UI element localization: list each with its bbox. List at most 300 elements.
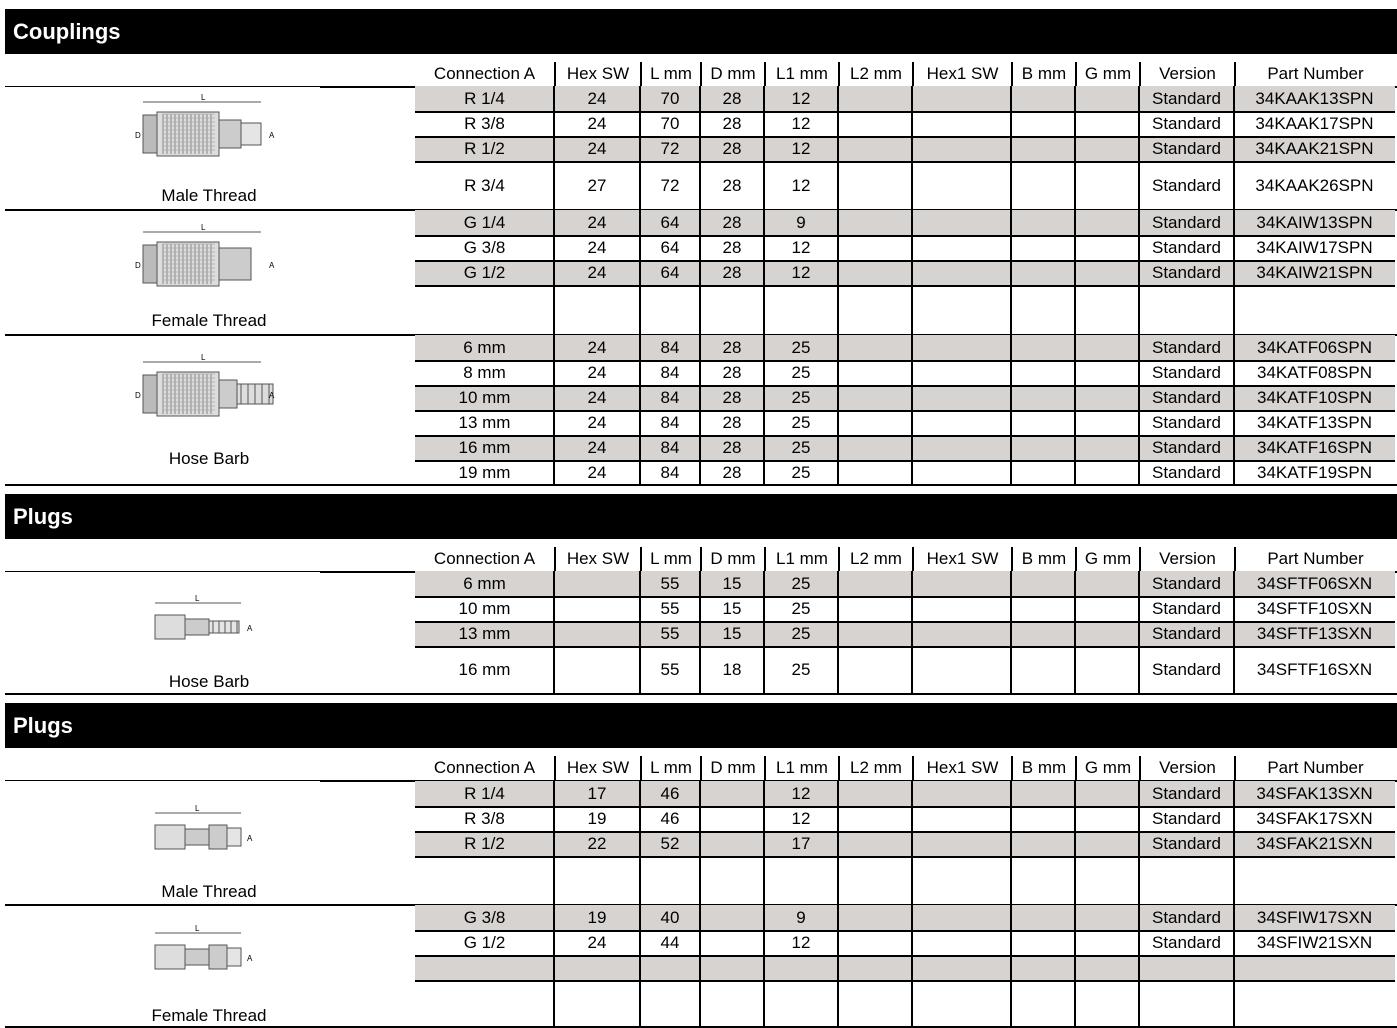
table-cell xyxy=(838,831,912,856)
table-cell: 24 xyxy=(587,363,607,382)
table-cell: G 3/8 xyxy=(463,238,506,257)
table-cell xyxy=(554,596,640,621)
table-cell xyxy=(1011,646,1075,694)
table-cell xyxy=(1011,460,1075,485)
header-underline xyxy=(5,86,100,87)
table-cell xyxy=(838,235,912,260)
table-cell: 84 xyxy=(660,413,680,432)
column-divider xyxy=(639,210,641,335)
column-divider xyxy=(1138,571,1140,694)
table-cell xyxy=(912,930,1011,955)
table-cell: 84 xyxy=(660,463,680,482)
column-divider xyxy=(639,781,641,905)
row-divider xyxy=(415,930,1395,932)
table-cell xyxy=(1234,856,1395,905)
table-cell: Standard xyxy=(1139,781,1234,806)
column-header: Hex SW xyxy=(554,547,640,571)
table-cell xyxy=(700,285,764,335)
column-header: L mm xyxy=(640,547,700,571)
table-cell: 27 xyxy=(587,176,607,195)
table-cell: 28 xyxy=(700,210,764,235)
table-cell: 55 xyxy=(660,599,680,618)
table-cell xyxy=(1075,856,1139,905)
table-cell: 34SFTF13SXN xyxy=(1234,621,1395,646)
table-cell: 84 xyxy=(640,335,700,360)
table-cell xyxy=(415,955,554,980)
table-cell: 24 xyxy=(587,114,607,133)
row-divider xyxy=(415,360,1395,362)
table-cell xyxy=(912,285,1011,335)
table-cell xyxy=(554,955,640,980)
table-cell xyxy=(1234,980,1395,1027)
table-cell xyxy=(912,111,1011,136)
svg-text:L: L xyxy=(201,223,206,232)
column-header: L2 mm xyxy=(838,62,912,86)
table-cell: Standard xyxy=(1139,621,1234,646)
table-cell xyxy=(838,410,912,435)
table-cell: Standard xyxy=(1152,463,1221,482)
table-cell: 34SFTF10SXN xyxy=(1256,599,1373,618)
table-cell: 6 mm xyxy=(415,335,554,360)
row-divider xyxy=(415,646,1395,648)
column-header: Connection A xyxy=(433,549,536,568)
table-cell xyxy=(912,360,1011,385)
table-cell: Standard xyxy=(1139,335,1234,360)
table-cell: Standard xyxy=(1139,260,1234,285)
column-header: Version xyxy=(1139,547,1234,571)
svg-text:A: A xyxy=(269,261,275,270)
table-cell xyxy=(912,781,1011,806)
table-cell: 24 xyxy=(554,335,640,360)
table-cell: 34KATF08SPN xyxy=(1257,363,1372,382)
table-cell xyxy=(700,955,764,980)
table-cell: G 3/8 xyxy=(415,905,554,930)
table-cell: 25 xyxy=(764,385,838,410)
table-cell xyxy=(1011,980,1075,1027)
table-cell xyxy=(1011,571,1075,596)
column-divider xyxy=(763,86,765,210)
table-cell: G 1/2 xyxy=(463,933,506,952)
table-cell: 46 xyxy=(660,809,680,828)
column-divider xyxy=(639,905,641,1027)
table-cell xyxy=(1075,435,1139,460)
table-cell: 25 xyxy=(791,463,811,482)
table-cell: Standard xyxy=(1139,210,1234,235)
table-cell: R 3/8 xyxy=(464,809,505,828)
table-cell xyxy=(554,646,640,694)
column-divider xyxy=(763,781,765,905)
table-cell xyxy=(1075,905,1139,930)
female-thread-coupling-icon xyxy=(135,220,285,300)
column-header: G mm xyxy=(1075,62,1139,86)
table-cell xyxy=(1075,955,1139,980)
table-cell: 15 xyxy=(722,599,742,618)
table-cell xyxy=(1011,360,1075,385)
column-divider xyxy=(1010,905,1012,1027)
table-cell xyxy=(1234,955,1395,980)
table-cell xyxy=(838,285,912,335)
table-cell: 72 xyxy=(660,176,680,195)
table-cell xyxy=(838,930,912,955)
table-cell xyxy=(640,980,700,1027)
column-header: L2 mm xyxy=(838,547,912,571)
table-cell xyxy=(1075,621,1139,646)
table-cell: Standard xyxy=(1139,435,1234,460)
table-cell: 12 xyxy=(791,114,811,133)
column-divider xyxy=(911,335,913,485)
table-cell: 12 xyxy=(791,176,811,195)
column-header: Hex SW xyxy=(554,756,640,780)
row-divider xyxy=(415,806,1395,808)
table-cell xyxy=(1075,646,1139,694)
table-cell: 46 xyxy=(640,781,700,806)
table-cell: 25 xyxy=(764,435,838,460)
column-divider xyxy=(1010,210,1012,335)
table-cell: 55 xyxy=(660,660,680,679)
column-divider xyxy=(1074,210,1076,335)
table-cell xyxy=(640,955,700,980)
table-cell: 25 xyxy=(764,621,838,646)
table-cell xyxy=(1075,111,1139,136)
table-cell xyxy=(912,955,1011,980)
table-cell: 84 xyxy=(640,435,700,460)
table-cell: 28 xyxy=(700,435,764,460)
column-header: L1 mm xyxy=(764,547,838,571)
table-cell xyxy=(838,646,912,694)
table-cell: 34SFTF06SXN xyxy=(1234,571,1395,596)
column-divider xyxy=(1010,86,1012,210)
table-cell xyxy=(1011,831,1075,856)
column-divider xyxy=(911,905,913,1027)
table-cell xyxy=(838,460,912,485)
table-cell xyxy=(838,335,912,360)
table-cell: 55 xyxy=(640,621,700,646)
table-cell: 12 xyxy=(764,260,838,285)
table-cell xyxy=(1075,385,1139,410)
table-cell xyxy=(1075,930,1139,955)
row-divider xyxy=(415,621,1395,623)
table-cell xyxy=(838,571,912,596)
section-title-bar: Couplings xyxy=(5,9,1397,54)
row-divider xyxy=(415,235,1395,237)
table-cell xyxy=(1011,111,1075,136)
table-cell: 22 xyxy=(554,831,640,856)
table-cell xyxy=(1011,435,1075,460)
table-cell xyxy=(1075,136,1139,161)
table-cell xyxy=(838,980,912,1027)
column-header: Part Number xyxy=(1234,62,1395,86)
table-cell xyxy=(1075,596,1139,621)
table-cell xyxy=(1011,86,1075,111)
table-cell xyxy=(1075,260,1139,285)
product-label: Hose Barb xyxy=(168,672,250,691)
table-cell: 19 mm xyxy=(458,463,511,482)
column-divider xyxy=(1233,335,1235,485)
table-cell xyxy=(838,360,912,385)
table-cell: G 1/2 xyxy=(415,260,554,285)
table-cell: 28 xyxy=(722,463,742,482)
table-cell: R 1/2 xyxy=(415,136,554,161)
table-cell xyxy=(838,260,912,285)
row-divider xyxy=(415,136,1395,138)
table-cell xyxy=(640,285,700,335)
table-cell: 34KAAK21SPN xyxy=(1234,136,1395,161)
table-cell xyxy=(1075,460,1139,485)
table-cell xyxy=(838,161,912,210)
table-cell xyxy=(912,856,1011,905)
row-divider xyxy=(415,285,1395,287)
table-cell xyxy=(912,831,1011,856)
product-label: Female Thread xyxy=(151,311,267,330)
table-cell: 34KATF10SPN xyxy=(1234,385,1395,410)
section-title-bar: Plugs xyxy=(5,703,1397,748)
table-cell xyxy=(1011,161,1075,210)
row-divider xyxy=(415,831,1395,833)
column-divider xyxy=(837,905,839,1027)
table-cell: 34SFAK13SXN xyxy=(1234,781,1395,806)
table-cell: 34SFIW17SXN xyxy=(1234,905,1395,930)
table-cell: Standard xyxy=(1152,238,1221,257)
table-cell xyxy=(1139,955,1234,980)
svg-text:A: A xyxy=(247,834,253,843)
table-cell: R 1/2 xyxy=(415,831,554,856)
row-divider xyxy=(415,260,1395,262)
column-divider xyxy=(639,571,641,694)
column-divider xyxy=(699,781,701,905)
svg-text:D: D xyxy=(135,391,141,400)
column-header: Part Number xyxy=(1234,547,1395,571)
column-divider xyxy=(911,781,913,905)
table-cell xyxy=(1011,235,1075,260)
table-cell xyxy=(1075,210,1139,235)
table-cell xyxy=(554,571,640,596)
table-cell xyxy=(912,136,1011,161)
table-cell: 16 mm xyxy=(458,660,511,679)
table-cell xyxy=(912,571,1011,596)
column-divider xyxy=(699,335,701,485)
table-cell xyxy=(415,856,554,905)
table-cell: R 1/4 xyxy=(415,781,554,806)
row-divider xyxy=(415,385,1395,387)
svg-text:A: A xyxy=(247,624,253,633)
header-underline xyxy=(100,86,320,87)
table-cell xyxy=(764,285,838,335)
group-divider xyxy=(5,693,1397,695)
column-header: Connection A xyxy=(433,64,536,83)
column-divider xyxy=(553,210,555,335)
table-cell: 9 xyxy=(764,905,838,930)
column-divider xyxy=(1074,571,1076,694)
table-cell: Standard xyxy=(1139,385,1234,410)
table-cell: 28 xyxy=(700,260,764,285)
column-divider xyxy=(1233,571,1235,694)
table-cell xyxy=(838,905,912,930)
table-cell: 28 xyxy=(722,114,742,133)
male-thread-coupling-icon xyxy=(135,90,285,170)
table-cell: 10 mm xyxy=(415,385,554,410)
table-cell xyxy=(1234,285,1395,335)
table-cell xyxy=(912,646,1011,694)
column-divider xyxy=(1010,781,1012,905)
svg-text:L: L xyxy=(195,804,200,813)
table-cell xyxy=(1011,335,1075,360)
table-cell: Standard xyxy=(1152,114,1221,133)
column-divider xyxy=(553,781,555,905)
female-thread-plug-icon xyxy=(135,915,285,995)
table-cell: Standard xyxy=(1152,176,1221,195)
column-divider xyxy=(553,905,555,1027)
table-cell xyxy=(838,435,912,460)
table-cell: 34SFTF16SXN xyxy=(1256,660,1373,679)
svg-text:L: L xyxy=(195,594,200,603)
row-divider xyxy=(415,955,1395,957)
table-cell xyxy=(764,856,838,905)
table-cell xyxy=(838,806,912,831)
table-cell: 64 xyxy=(640,260,700,285)
column-divider xyxy=(699,86,701,210)
male-thread-plug-icon xyxy=(135,795,285,875)
table-cell: 64 xyxy=(660,238,680,257)
table-cell: 25 xyxy=(791,660,811,679)
table-cell xyxy=(640,856,700,905)
column-divider xyxy=(1074,335,1076,485)
table-cell xyxy=(1011,210,1075,235)
column-divider xyxy=(699,210,701,335)
table-cell xyxy=(912,980,1011,1027)
table-cell: 24 xyxy=(587,413,607,432)
svg-text:A: A xyxy=(269,131,275,140)
column-divider xyxy=(1138,335,1140,485)
table-cell: 34KAAK13SPN xyxy=(1234,86,1395,111)
column-divider xyxy=(1233,905,1235,1027)
table-cell xyxy=(838,385,912,410)
table-cell xyxy=(700,831,764,856)
table-cell: 15 xyxy=(700,571,764,596)
hose-barb-coupling-icon xyxy=(135,350,285,430)
table-cell: Standard xyxy=(1139,831,1234,856)
row-divider xyxy=(415,161,1395,163)
table-cell xyxy=(1075,980,1139,1027)
table-cell xyxy=(912,410,1011,435)
table-cell: 25 xyxy=(764,335,838,360)
table-cell: 9 xyxy=(764,210,838,235)
table-cell xyxy=(1075,285,1139,335)
header-underline xyxy=(5,571,100,572)
table-cell: 34KAIW17SPN xyxy=(1256,238,1373,257)
column-divider xyxy=(1138,781,1140,905)
table-cell: 12 xyxy=(791,238,811,257)
table-cell: 24 xyxy=(554,86,640,111)
table-cell xyxy=(912,905,1011,930)
table-cell xyxy=(1075,335,1139,360)
table-cell: 64 xyxy=(640,210,700,235)
column-header: Connection A xyxy=(433,758,536,777)
table-cell xyxy=(912,460,1011,485)
table-cell xyxy=(1011,385,1075,410)
table-cell: 10 mm xyxy=(458,599,511,618)
row-divider xyxy=(415,111,1395,113)
table-cell xyxy=(912,596,1011,621)
table-cell: 84 xyxy=(640,385,700,410)
column-divider xyxy=(1233,781,1235,905)
column-header: G mm xyxy=(1075,756,1139,780)
table-cell: 34SFAK21SXN xyxy=(1234,831,1395,856)
column-header: L1 mm xyxy=(764,756,838,780)
table-cell: 28 xyxy=(722,363,742,382)
column-divider xyxy=(553,571,555,694)
table-cell xyxy=(1011,260,1075,285)
column-header: B mm xyxy=(1011,547,1075,571)
svg-text:A: A xyxy=(269,391,275,400)
column-divider xyxy=(553,86,555,210)
column-divider xyxy=(911,571,913,694)
header-underline xyxy=(5,780,100,781)
table-cell: 28 xyxy=(700,86,764,111)
column-header: B mm xyxy=(1011,62,1075,86)
table-cell: 34KAAK26SPN xyxy=(1255,176,1374,195)
table-cell xyxy=(1011,955,1075,980)
table-cell xyxy=(1075,86,1139,111)
column-divider xyxy=(1074,781,1076,905)
table-cell: 28 xyxy=(722,176,742,195)
table-cell xyxy=(764,980,838,1027)
column-divider xyxy=(1233,86,1235,210)
table-cell xyxy=(700,806,764,831)
table-cell xyxy=(1075,831,1139,856)
table-cell: 12 xyxy=(764,781,838,806)
table-cell xyxy=(912,806,1011,831)
table-cell: 13 mm xyxy=(458,413,511,432)
table-cell: 24 xyxy=(554,260,640,285)
header-underline xyxy=(100,780,320,781)
table-cell: 25 xyxy=(791,413,811,432)
table-cell xyxy=(700,856,764,905)
column-divider xyxy=(837,571,839,694)
table-cell: 34KATF06SPN xyxy=(1234,335,1395,360)
table-cell: R 3/8 xyxy=(464,114,505,133)
table-cell: 34KAAK17SPN xyxy=(1255,114,1374,133)
column-header: Hex1 SW xyxy=(912,547,1011,571)
product-label: Male Thread xyxy=(161,882,257,901)
column-divider xyxy=(1010,335,1012,485)
table-cell: 24 xyxy=(554,385,640,410)
svg-text:A: A xyxy=(247,954,253,963)
table-cell xyxy=(415,980,554,1027)
column-divider xyxy=(1233,210,1235,335)
table-cell: R 3/4 xyxy=(464,176,505,195)
table-cell: 28 xyxy=(700,385,764,410)
column-divider xyxy=(1074,905,1076,1027)
table-cell xyxy=(700,905,764,930)
column-header: L mm xyxy=(640,62,700,86)
table-cell xyxy=(1139,980,1234,1027)
table-cell: Standard xyxy=(1139,86,1234,111)
column-divider xyxy=(639,335,641,485)
table-cell: 34KAIW13SPN xyxy=(1234,210,1395,235)
column-header: L1 mm xyxy=(764,62,838,86)
svg-text:D: D xyxy=(135,261,141,270)
table-cell: 34SFIW21SXN xyxy=(1256,933,1373,952)
product-label: Hose Barb xyxy=(168,449,250,468)
column-header: Hex1 SW xyxy=(912,756,1011,780)
table-cell: 24 xyxy=(554,136,640,161)
column-divider xyxy=(763,210,765,335)
table-cell xyxy=(1011,621,1075,646)
table-cell xyxy=(415,285,554,335)
column-header: Hex1 SW xyxy=(912,62,1011,86)
section-title-bar: Plugs xyxy=(5,494,1397,539)
table-cell: 25 xyxy=(791,599,811,618)
